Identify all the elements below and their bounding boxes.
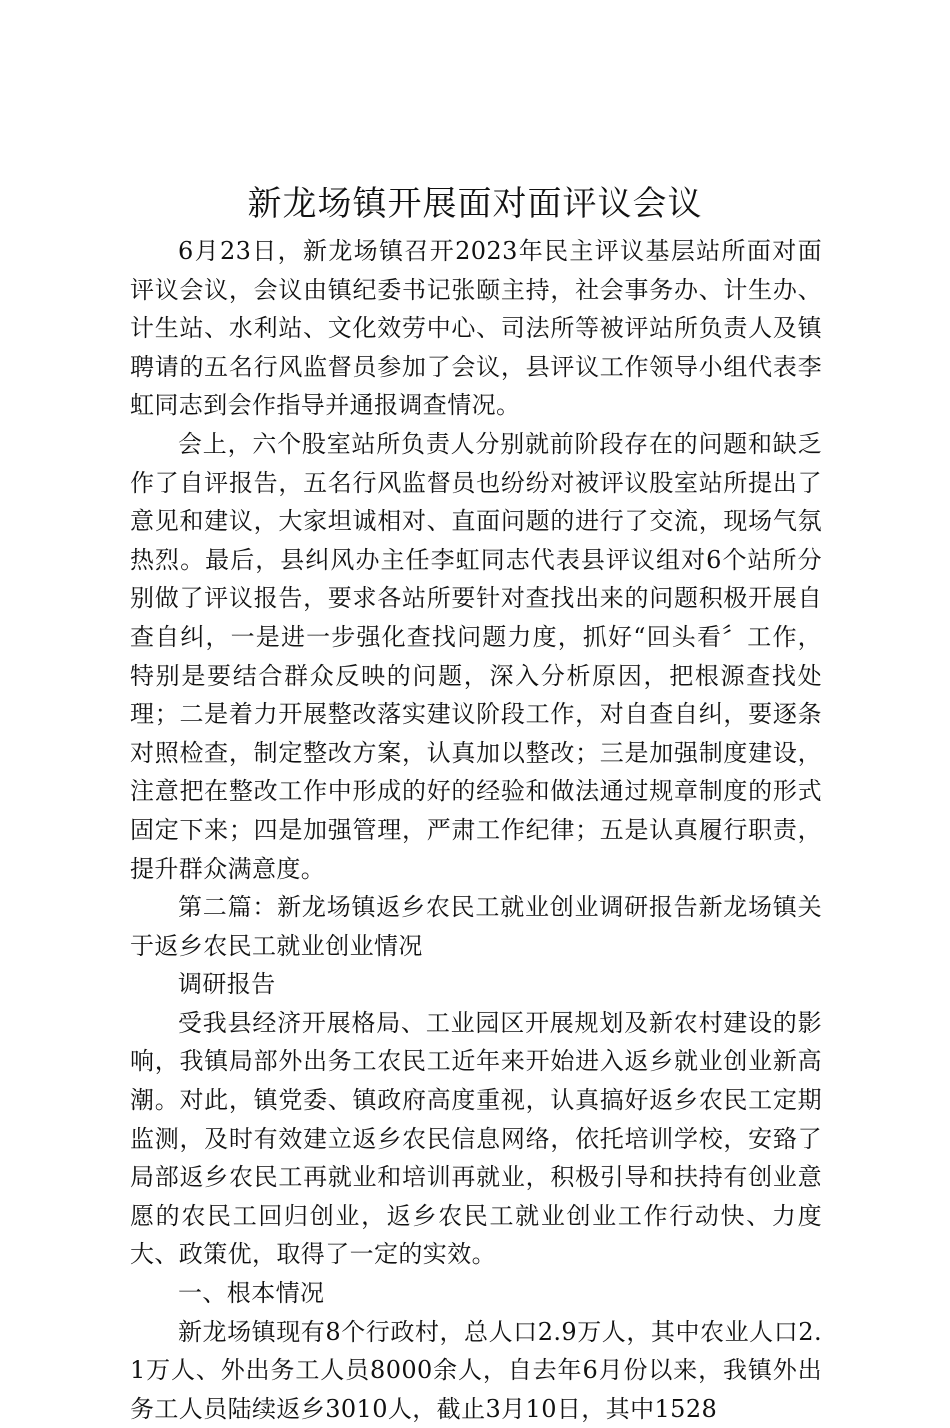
document-title: 新龙场镇开展面对面评议会议 (247, 184, 703, 224)
paragraph-report-intro: 受我县经济开展格局、工业园区开展规划及新农村建设的影响，我镇局部外出务工农民工近年来开始进入返乡就业创业新高潮。对此，镇党委、镇政府高度重视，认真搞好返乡农民工定期监测，及时有效建立返乡农民信息网络，依托培训学校，安臵了局部返乡农民工再就业和培训再就业，积极引导和扶持有创业意愿的农民工回归创业，返乡农民工就业创业工作行动快、力度大、政策优，取得了一定的实效。 (130, 1008, 822, 1269)
paragraph-meeting-details: 会上，六个股室站所负责人分别就前阶段存在的问题和缺乏作了自评报告，五名行风监督员也纷纷对被评议股室站所提出了意见和建议，大家坦诚相对、直面问题的进行了交流，现场气氛热烈。最后，县纠风办主任李虹同志代表县评议组对6个站所分别做了评议报告，要求各站所要针对查找出来的问题积极开展自查自纠，一是进一步强化查找问题力度，抓好“回头看〞工作，特别是要结合群众反映的问题，深入分析原因，把根源查找处理；二是着力开展整改落实建议阶段工作，对自查自纠，要逐条对照检查，制定整改方案，认真加以整改；三是加强制度建设，注意把在整改工作中形成的好的经验和做法通过规章制度的形式固定下来；四是加强管理，严肃工作纪律；五是认真履行职责，提升群众满意度。 (130, 429, 822, 883)
document-body (130, 232, 822, 1428)
paragraph-report-label: 调研报告 (178, 970, 276, 999)
paragraph-basic-situation: 新龙场镇现有8个行政村，总人口2.9万人，其中农业人口2.1万人、外出务工人员8000余人，自去年6月份以来，我镇外出务工人员陆续返乡3010人，截止3月10日，其中1528 (130, 1317, 822, 1423)
paragraph-second-article-heading: 第二篇：新龙场镇返乡农民工就业创业调研报告新龙场镇关于返乡农民工就业创业情况 (130, 893, 822, 960)
paragraph-meeting-intro: 6月23日，新龙场镇召开2023年民主评议基层站所面对面评议会议，会议由镇纪委书记张颐主持，社会事务办、计生办、计生站、水利站、文化效劳中心、司法所等被评站所负责人及镇聘请的五名行风监督员参加了会议，县评议工作领导小组代表李虹同志到会作指导并通报调查情况。 (130, 237, 822, 420)
section-heading-basic-situation: 一、根本情况 (178, 1279, 325, 1308)
